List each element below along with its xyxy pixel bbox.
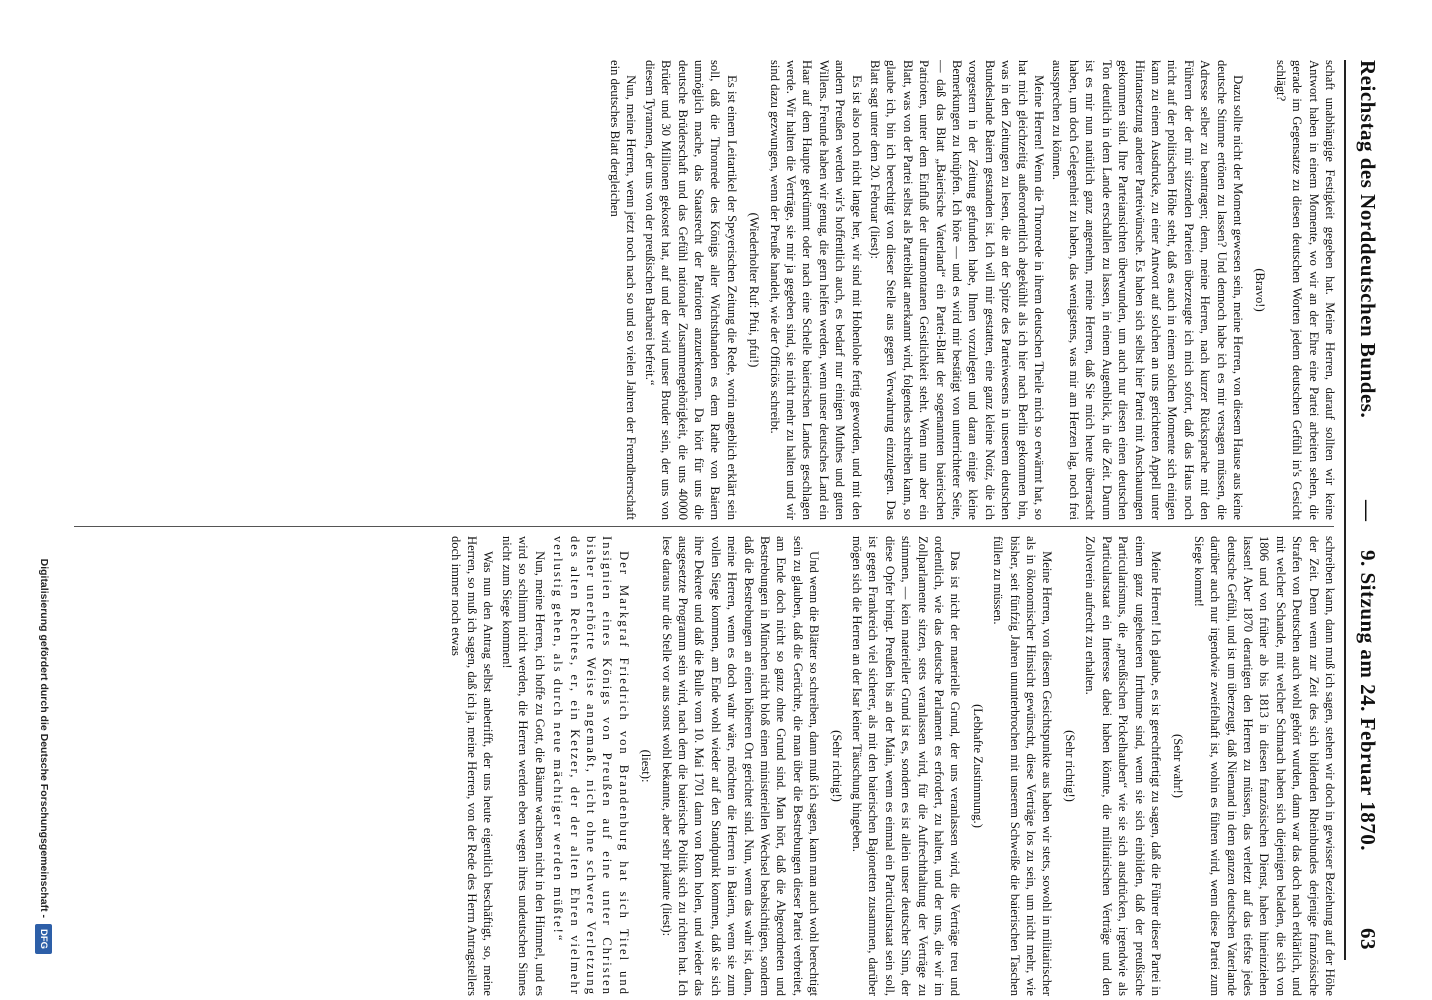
paragraph: Meine Herren! Wenn die Thronrede in ihrem deutschen Theile mich so erwärmt hat, so hat mich gleichzeitig außerordentlich abgekühlt als ich hier nach Berlin gekommen bin, was in den Zeitungen zu lesen, die an der Spitze des Parteiwesens in unserem deutschen Bundeslande Baiern gestanden ist. Ich will mir gestatten, eine ganz kleine Notiz, die ich vorgestern in der Zeitung gefunden habe, Ihnen vorzulegen und daran einige kleine Bemerkungen zu knüpfen. Ich höre — und es wird mir bestätigt von unterrichteter Seite, — daß das Blatt „Baierische Vaterland“ ein Partei-Blatt der sogenannten baierischen Patrioten, unter dem Einfluß der ultramontanen Geistlichkeit steht. Wenn nun aber ein Blatt, was von der Partei selbst als Parteiblatt anerkannt wird, folgendes schreiben kann, so glaube ich, bin ich berechtigt von dieser Stelle aus gegen Verwahrung einzulegen. Das Blatt sagt unter dem 20. Februar (liest): xyxy=(868,60,1047,520)
applause-note: (Lebhafte Zustimmung.) xyxy=(970,704,985,828)
applause-note: (Sehr richtig!) xyxy=(829,730,844,802)
document-page xyxy=(26,20,1406,996)
interjection-note: (Wiederholter Ruf: Pfui, pfui!) xyxy=(747,212,762,368)
quotation: Der Markgraf Friedrich von Brandenburg hat sich Titel und Insignien eines Königs von Preußen auf eine unter Christen bisher unerhörte Weise angemaßt, nicht ohne schwere Verletzung des alten Rechtes, er, ein Ketzer, der der alten Ehren vielmehr verlustig gehen, als durch neue mächtiger werden müßte!“ xyxy=(551,536,631,996)
paragraph: Und wenn die Blätter so schreiben, dann muß ich sagen, kann man auch wohl berechtigt sein zu glauben, daß die Gerüchte, die man über die Bestrebungen dieser Partei verbreitet, am Ende doch nicht so ganz ohne Grund sind. Man hört, daß die Abgeordneten und Bestrebungen in München nicht bloß einen ministeriellen Wechsel beabsichtigen, sondern daß die Bestrebungen an einen höheren Ort gerichtet sind. Nun, wenn das wahr ist, dann, meine Herren, wenn es doch wahr wäre, möchten die Herren in Baiern, wenn sie zum vollen Siege kommen, am Ende wohl wieder auf den Standpunkt kommen, daß sie sich ihre Dekrete und daß die Bulle vom 10. Mai 1701 dann von Rom holen, und wieder das ausgesetzte Programm sein wird, nach dem die baierische Politik sich zu richten hat. Ich lese daraus nur die Stelle vor aus sonst wohl bekannte, aber sehr pikante (liest): xyxy=(659,536,822,996)
right-column xyxy=(66,536,1338,996)
page-header xyxy=(1344,60,1386,960)
digitization-credit xyxy=(34,60,50,960)
paragraph: Das ist nicht der materielle Grund, der uns veranlassen wird, die Verträge treu und ordentlich, wie das deutsche Parlament es erfordert, zu halten, und der uns, die wir im Zollparlamente sitzen, stets veranlassen wird, für die Aufrechthaltung der Verträge zu stimmen, — kein materieller Grund ist es, sondern es ist allein unser deutscher Sinn, der diese Opfer bringt. Preußen bis an der Main, wenn es einmal ein Particularstaat sein soll, ist gegen Frankreich viel sicherer, als mit den baierischen Bajonetten zusammen, darüber mögen sich die Herren an der Isar keiner Täuschung hingeben. xyxy=(850,536,963,996)
column-divider xyxy=(74,526,1334,527)
running-title: Reichstag des Norddeutschen Bundes. xyxy=(1356,60,1380,419)
paragraph: Nun, meine Herren, ich hoffe zu Gott, die Bäume wachsen nicht in den Himmel, und es wird so schlimm nicht werden, die Herren werden eben wegen ihres undeutschen Sinnes nicht zum Siege kommen! xyxy=(499,536,547,996)
paragraph: Meine Herren! Ich glaube, es ist gerechtfertigt zu sagen, daß die Führer dieser Partei in einem ganz ungeheueren Irrthume sind, wenn sie sich einbilden, daß der preußische Particularismus, die „preußischen Pickelhauben“ wie sie sich ausdrücken, irgendwie als Particularstaat ein Interesse dabei haben könnte, die militairischen Verträge und den Zollverein aufrecht zu erhalten. xyxy=(1083,536,1163,996)
quotation: Es ist also noch nicht lange her, wir sind mit Hohenlohe fertig geworden, und mit den andern Preußen werden wir's hoffentlich auch, es bedarf nur einigen Muthes und guten Willens. Freunde haben wir genug, die gern helfen werden, wenn unser deutsches Land ein Haar auf dem Haupte gekrümmt oder nach eine Schelle baierischen Landes geschlagen werde. Wir halten die Verträge, sie mir ja gegeben sind, sie nicht mehr zu halten und wir sind dazu gezwungen, wenn der Preuße handelt, wie der Officiös schreibt. xyxy=(767,60,864,520)
dfg-logo: DFG xyxy=(35,924,52,954)
paragraph: Meine Herren, von diesem Gesichtspunkte aus haben wir stets, sowohl in militairischer als in ökonomischer Hinsicht gewünscht, diese Verträge los zu sein, um nicht mehr, wie bisher, seit fünfzig Jahren ununterbrochen mit unserem Schweiße die baierischen Taschen füllen zu müssen. xyxy=(991,536,1055,996)
paragraph: Dazu sollte nicht der Moment gewesen sein, meine Herren, von diesem Hause aus keine deutsche Stimme ertönen zu lassen? Und dennoch habe ich es mir versagen müssen, die Adresse selber zu beantragen; denn, meine Herren, nach kurzer Rücksprache mit den Führern der der mir sitzenden Parteien überzeugte ich mich sofort, daß das Haus noch nicht auf der politischen Höhe steht, daß es auch in einem solchen Momente sich einigen kann zu einem Ausdrucke, zu einer Antwort auf solchen an uns gerichteten Appell unter Hintansetzung anderer Parteiwünsche. Es haben sich selbst hier Partei mit Anschauungen gekommen sind. Ihre Parteiansichten überwunden, um auch nur diesen einen deutschen Ton deutlich in dem Lande erschallen zu lassen, in einem Augenblick, in die Zeit. Darum ist es mir nun natürlich ganz angenehm, meine Herren, daß Sie mich heute überrascht haben, um doch Gelegenheit zu haben, das wenigstens, was mir am Herzen lag, noch frei aussprechen zu können. xyxy=(1050,60,1245,520)
paragraph: Nun, meine Herren, wenn jetzt noch nach so und so vielen Jahren der Fremdherrschaft ein deutsches Blatt dergleichen xyxy=(607,60,639,520)
paragraph: Was nun den Antrag selbst anbetrifft, der uns heute eigentlich beschäftigt, so, meine Herren, so muß ich sagen, daß ich ja, meine Herren, von der Rede des Herrn Antragstellers doch immer noch etwas xyxy=(448,536,496,996)
paragraph: schaft unabhängige Festigkeit gegeben hat. Meine Herren, darauf sollten wir keine Antwort haben in einem Momente, wo wir an der Ehre eine Partei arbeiten sehen, die gerade im Gegensatze zu diesen deutschen Worten jedem deutschen Gefühl in's Gesicht schlägt? xyxy=(1273,60,1337,520)
quote-intro: (liest): xyxy=(639,749,654,783)
session-title: 9. Sitzung am 24. Februar 1870. xyxy=(1356,550,1380,851)
credit-text: Digitalisierung gefördert durch die Deutsche Forschungsgemeinschaft - xyxy=(38,558,50,918)
applause-note: (Sehr richtig!) xyxy=(1062,730,1077,802)
paragraph: schreiben kann, dann muß ich sagen, stehen wir doch in gewisser Beziehung auf der Höhe der Zeit. Denn wenn zur Zeit des sich bildenden Rheinbundes derjenige französische Strafen von Deutschen auch wohl gehört wurden, dann war das doch nach erklärlich, und mit welcher Schande, mit welcher Schmach haben sich diejenigen beladen, die sich von 1806 und von früher ab bis 1813 in diesen französischen Dienst, haben hineinziehen lassen! Aber 1870 derartigen den Herren zu müssen, das verletzt auf das tiefste jedes deutsche Gefühl, und ist um überzeugt, daß Niemand in dem ganzen deutschen Vaterlande darüber auch nur irgendwie zweifelhaft ist, wohin es führen wird, wenn diese Partei zum Siege kommt! xyxy=(1191,536,1337,996)
paragraph: Es ist einem Leitartikel der Speyerischen Zeitung die Rede, worin angeblich erklärt sein soll, daß die Thronrede des Königs aller Wichtsthanden es dem Rathe von Baiern unmöglich mache, das Staatsrecht der Patrioten anzuerkennen. Da hört für uns die deutsche Brüderschaft und das Gefühl nationaler Zusammengehörigkeit, die uns 40000 Brüder und 30 Millionen gekostet hat, auf und der wird unser Bruder sein, der uns von diesem Tyrannen, der uns von der preußischen Barbarei befreit.“ xyxy=(642,60,739,520)
left-column xyxy=(66,60,1338,520)
applause-note: (Bravo!) xyxy=(1253,268,1268,312)
page-number: 63 xyxy=(1356,928,1380,950)
applause-note: (Sehr wahr!) xyxy=(1171,734,1186,798)
header-separator: — xyxy=(1356,500,1380,522)
